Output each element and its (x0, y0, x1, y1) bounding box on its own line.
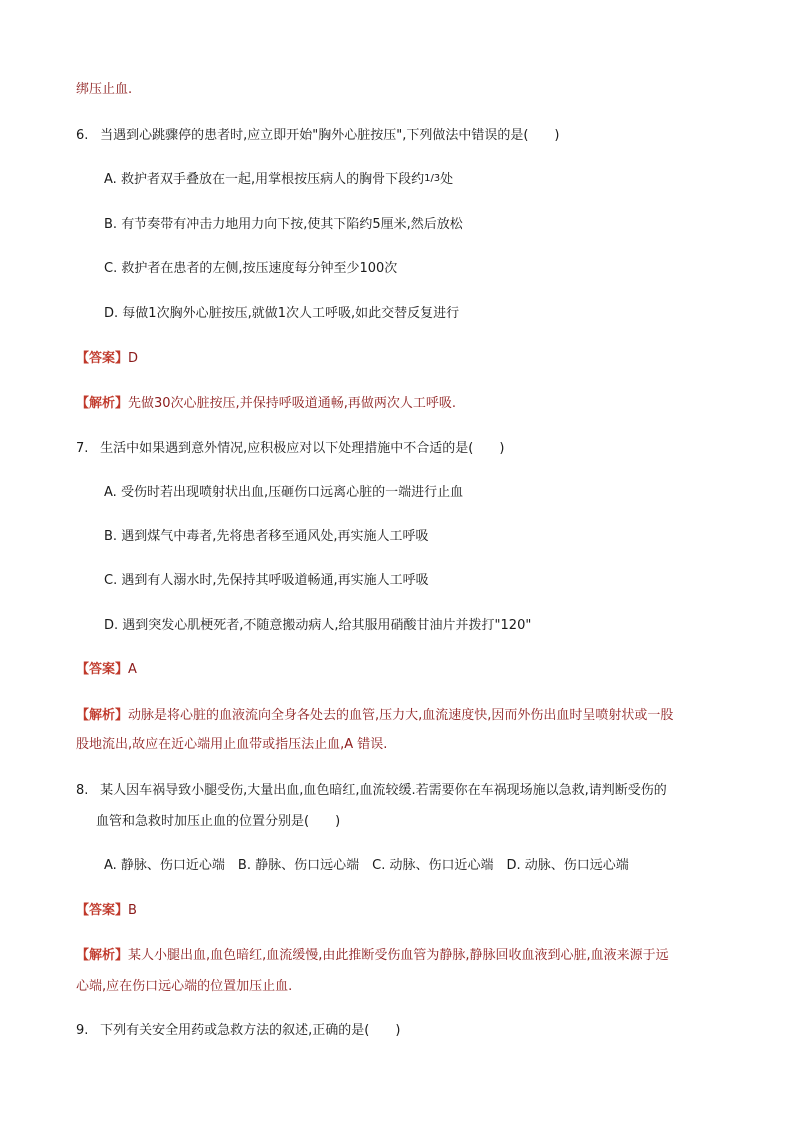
fraction-sup: 1/3 (424, 173, 441, 184)
q8-options: A. 静脉、伤口近心端 B. 静脉、伤口远心端 C. 动脉、伤口近心端 D. 动脉、伤口远心端 (104, 858, 629, 873)
answer-value: D (128, 351, 139, 366)
option-text: 救护者在患者的左侧,按压速度每分钟至少100次 (121, 261, 398, 276)
q6-option-c (104, 259, 397, 279)
question-text: 下列有关安全用药或急救方法的叙述,正确的是( ) (100, 1023, 401, 1038)
option-letter: D. (104, 618, 119, 633)
option-text-tail: 处 (440, 172, 454, 187)
answer-label: 【答案】 (76, 662, 129, 677)
q6-option-a (104, 170, 453, 191)
analysis-text: 动脉是将心脏的血液流向全身各处去的血管,压力大,血流速度快,因而外伤出血时呈喷射状或一股 (128, 708, 674, 723)
option-text: 遇到突发心肌梗死者,不随意搬动病人,给其服用硝酸甘油片并拨打"120" (122, 618, 532, 633)
question-number: 6. (76, 128, 89, 143)
analysis-text: 先做30次心脏按压,并保持呼吸道通畅,再做两次人工呼吸. (128, 396, 456, 411)
q7-answer (76, 660, 137, 680)
option-letter: D. (104, 306, 119, 321)
answer-label: 【答案】 (76, 351, 129, 366)
q8-analysis (76, 946, 669, 966)
q6-option-b (104, 215, 463, 235)
question-8 (76, 781, 667, 801)
option-letter: B. (104, 217, 118, 232)
q7-option-d (104, 616, 531, 636)
q7-option-b (104, 527, 428, 547)
question-number: 7. (76, 441, 89, 456)
q7-analysis-cont: 股地流出,故应在近心端用止血带或指压法止血,A 错误. (76, 737, 388, 752)
question-number: 8. (76, 783, 89, 798)
answer-label: 【答案】 (76, 903, 129, 918)
question-8-cont: 血管和急救时加压止血的位置分别是( ) (96, 814, 341, 829)
q6-option-d (104, 304, 459, 324)
analysis-label: 【解析】 (76, 708, 129, 723)
question-text: 生活中如果遇到意外情况,应积极应对以下处理措施中不合适的是( ) (100, 441, 505, 456)
option-letter: B. (104, 529, 118, 544)
question-9 (76, 1021, 400, 1041)
q7-option-a (104, 483, 463, 503)
option-letter: C. (104, 261, 118, 276)
option-text: 遇到煤气中毒者,先将患者移至通风处,再实施人工呼吸 (121, 529, 429, 544)
option-text: 受伤时若出现喷射状出血,压砸伤口远离心脏的一端进行止血 (120, 485, 464, 500)
question-6 (76, 126, 560, 146)
option-text: 遇到有人溺水时,先保持其呼吸道畅通,再实施人工呼吸 (121, 573, 429, 588)
option-letter: C. (104, 573, 118, 588)
analysis-text: 某人小腿出血,血色暗红,血流缓慢,由此推断受伤血管为静脉,静脉回收血液到心脏,血液来源于远 (128, 948, 669, 963)
question-text: 当遇到心跳骤停的患者时,应立即开始"胸外心脏按压",下列做法中错误的是( ) (100, 128, 560, 143)
q7-option-c (104, 571, 429, 591)
option-text: 每做1次胸外心脏按压,就做1次人工呼吸,如此交替反复进行 (122, 306, 460, 321)
top-fragment: 绑压止血. (76, 82, 133, 97)
question-7 (76, 439, 504, 459)
option-letter: A. (104, 485, 117, 500)
q8-answer (76, 901, 137, 921)
question-text: 某人因车祸导致小腿受伤,大量出血,血色暗红,血流较缓.若需要你在车祸现场施以急救,请判断受伤的 (100, 783, 667, 798)
answer-value: A (128, 662, 137, 677)
q8-analysis-cont: 心端,应在伤口远心端的位置加压止血. (76, 979, 293, 994)
analysis-label: 【解析】 (76, 396, 129, 411)
option-text: 救护者双手叠放在一起,用掌根按压病人的胸骨下段约 (120, 172, 425, 187)
q6-analysis (76, 394, 456, 414)
option-text: 有节奏带有冲击力地用力向下按,使其下陷约5厘米,然后放松 (121, 217, 463, 232)
question-number: 9. (76, 1023, 89, 1038)
analysis-label: 【解析】 (76, 948, 129, 963)
q6-answer (76, 349, 138, 369)
answer-value: B (128, 903, 137, 918)
option-letter: A. (104, 172, 117, 187)
q7-analysis (76, 706, 673, 726)
